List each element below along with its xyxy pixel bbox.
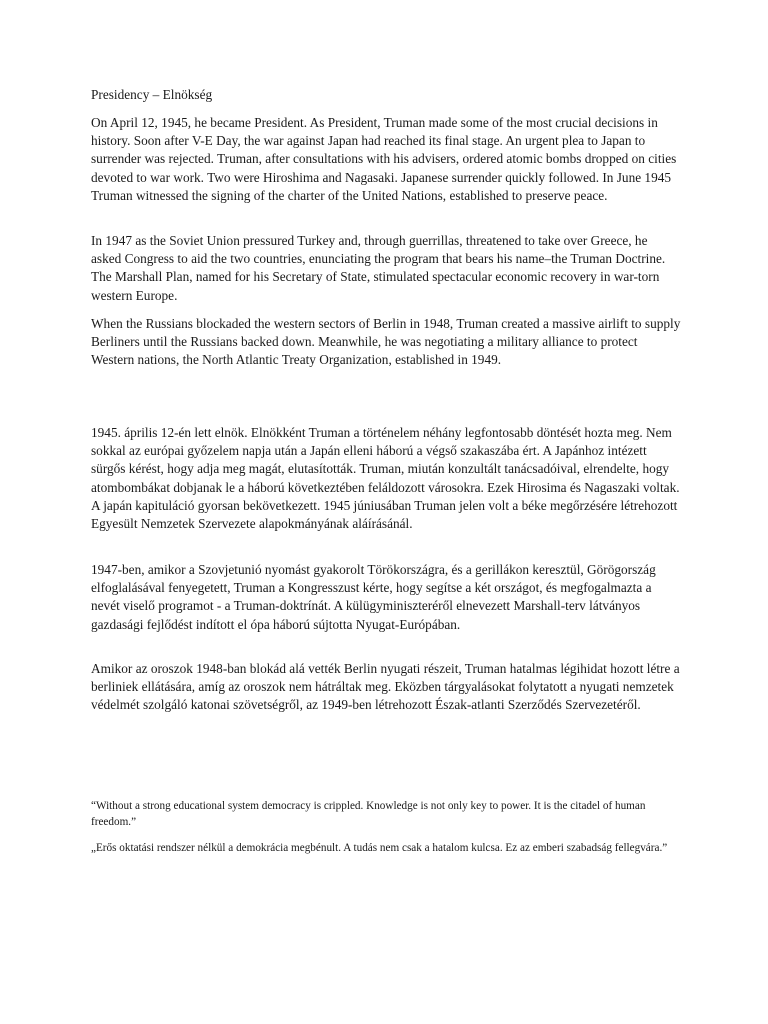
section-heading: Presidency – Elnökség	[91, 87, 213, 102]
hungarian-quote: „Erős oktatási rendszer nélkül a demokrácia megbénult. A tudás nem csak a hatalom kulcsa. Ez az emberi szabadság fellegvára.”	[91, 842, 668, 854]
english-paragraph-presidency: On April 12, 1945, he became President. As President, Truman made some of the most crucial decisions in history. Soon after V-E Day, the war against Japan had reached its final stage. An urgent plea to Japan to surrender was rejected. Truman, after consultations with his advisers, ordered atomic bombs dropped on cities devoted to war work. Two were Hiroshima and Nagasaki. Japanese surrender quickly followed. In June 1945 Truman witnessed the signing of the charter of the United Nations, established to preserve peace.	[91, 115, 677, 203]
hungarian-paragraph-berlin-airlift: Amikor az oroszok 1948-ban blokád alá vették Berlin nyugati részeit, Truman hatalmas légihidat hozott létre a berliniek ellátására, amíg az oroszok nem hátráltak meg. Eközben tárgyalásokat folytatott a nyugati nemzetek védelmét szolgáló katonai szövetségről, az 1949-ben létrehozott Észak-atlanti Szerződés Szervezetéről.	[91, 661, 680, 713]
hungarian-paragraph-presidency: 1945. április 12-én lett elnök. Elnökként Truman a történelem néhány legfontosabb döntését hozta meg. Nem sokkal az európai győzelem napja után a Japán elleni háború a végső szakaszába ért. A Japánhoz intézett sürgős kérést, hogy adja meg magát, elutasították. Truman, miután konzultált tanácsadóival, elrendelte, hogy atombombákat dobjanak le a háború következtében feláldozott városokra. Ezek Hirosima és Nagaszaki voltak. A japán kapituláció gyorsan bekövetkezett. 1945 júniusában Truman jelen volt a béke megőrzésére létrehozott Egyesült Nemzetek Szervezete alapokmányának aláírásánál.	[91, 425, 680, 532]
english-paragraph-truman-doctrine: In 1947 as the Soviet Union pressured Turkey and, through guerrillas, threatened to take over Greece, he asked Congress to aid the two countries, enunciating the program that bears his name–the Truman Doctrine. The Marshall Plan, named for his Secretary of State, stimulated spectacular economic recovery in war-torn western Europe.	[91, 233, 666, 303]
english-paragraph-berlin-airlift: When the Russians blockaded the western sectors of Berlin in 1948, Truman created a massive airlift to supply Berliners until the Russians backed down. Meanwhile, he was negotiating a military alliance to protect Western nations, the North Atlantic Treaty Organization, established in 1949.	[91, 316, 681, 368]
english-quote: “Without a strong educational system democracy is crippled. Knowledge is not only key to power. It is the citadel of human freedom.”	[91, 800, 646, 828]
hungarian-paragraph-truman-doctrine: 1947-ben, amikor a Szovjetunió nyomást gyakorolt Törökországra, és a gerillákon keresztül, Görögország elfoglalásával fenyegetett, Truman a Kongresszust kérte, hogy segítse a két országot, és megfogalmazta a nevét viselő programot - a Truman-doktrínát. A külügyminiszteréről elnevezett Marshall-terv látványos gazdasági fejlődést indított el ópa háború sújtotta Nyugat-Európában.	[91, 562, 656, 632]
